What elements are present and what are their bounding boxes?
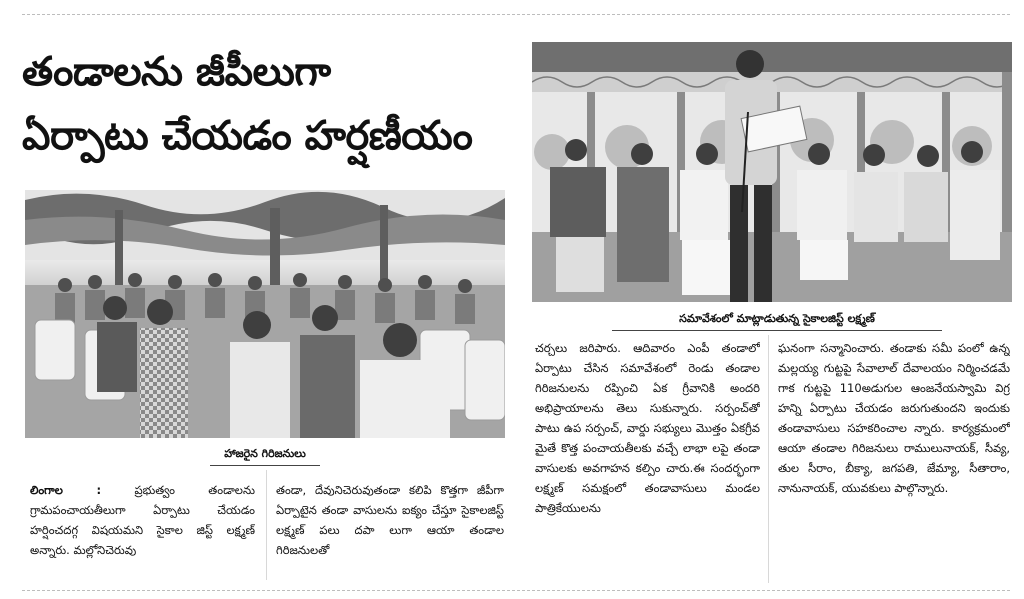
article-column-2: తండా, దేవునిచెరువుతండా కలిపి కొత్తగా జీపీగా ఏర్పాటైన తండా వాసులను ఐక్యం చేస్తూ సైకాలజిస్ట్ లక్ష్మణ్ పలు దపా లుగా ఆయా తండాల గిరిజనులతో — [276, 483, 504, 557]
speaker-photo-drawing — [532, 42, 1012, 302]
article-column-1 — [30, 480, 255, 580]
article-column-1-text: ప్రభుత్వం తండాలను గ్రామపంచాయతీలుగా ఏర్పాటు చేయడం హర్షించదగ్గ విషయమని సైకాల జిస్ట్ లక్ష్మణ్ అన్నారు. మల్లోనిచెరువు — [30, 483, 255, 557]
bottom-dashed-rule — [22, 590, 1010, 591]
headline-line-2: ఏర్పాటు చేయడం హర్షణీయం — [22, 113, 473, 159]
headline-line-1: తండాలను జీపీలుగా — [22, 49, 331, 95]
audience-photo — [25, 190, 505, 438]
article-column-3: చర్చలు జరిపారు. ఆదివారం ఎంపీ తండాలో ఏర్పాటు చేసిన సమావేశంలో రెండు తండాల గిరిజనులను రప్పించి ఏక గ్రీవానికి అందరి అభిప్రాయాలను తెలు సుకున్నారు. సర్పంచ్‌తో పాటు ఉప సర్పంచ్, వార్డు సభ్యులు మొత్తం ఏకగ్రీవ మైతే కొత్త పంచాయతీలకు వచ్చే లాభా లపై తండా వాసులకు అవగాహన కల్పిం చారు.ఈ సందర్భంగా లక్ష్మణ్ సమక్షంలో తండావాసులు మండల పాత్రికేయులను — [535, 341, 760, 515]
speaker-photo-caption: సమావేశంలో మాట్లాడుతున్న సైకాలజిస్ట్ లక్ష్మణ్ — [612, 312, 942, 331]
audience-photo-drawing — [25, 190, 505, 438]
column-divider — [266, 470, 267, 580]
dateline: లింగాల : — [30, 483, 102, 497]
article-column-4: ఘనంగా సన్మానించారు. తండాకు సమీ పంలో ఉన్న మల్లయ్య గుట్టపై సేవాలాల్ దేవాలయం నిర్మించడమే గాక గుట్టపై 110అడుగుల ఆంజనేయస్వామి విగ్ర హన్ని ఏర్పాటు చేయడం జరుగుతుందని ఇందుకు తండావాసులు సహకరించాల న్నారు. కార్యక్రమంలో ఆయా తండాల గిరిజనులు రాములునాయక్, సీవ్య, తుల సీరాం, బీక్యా, జగపతి, జేమ్యా, సీతారాం, నానునాయక్, యువకులు పాల్గొన్నారు. — [778, 341, 1010, 495]
top-dashed-rule — [22, 14, 1010, 15]
column-divider — [768, 335, 769, 583]
audience-photo-caption: హాజరైన గిరిజనులు — [210, 447, 320, 466]
speaker-photo — [532, 42, 1012, 302]
